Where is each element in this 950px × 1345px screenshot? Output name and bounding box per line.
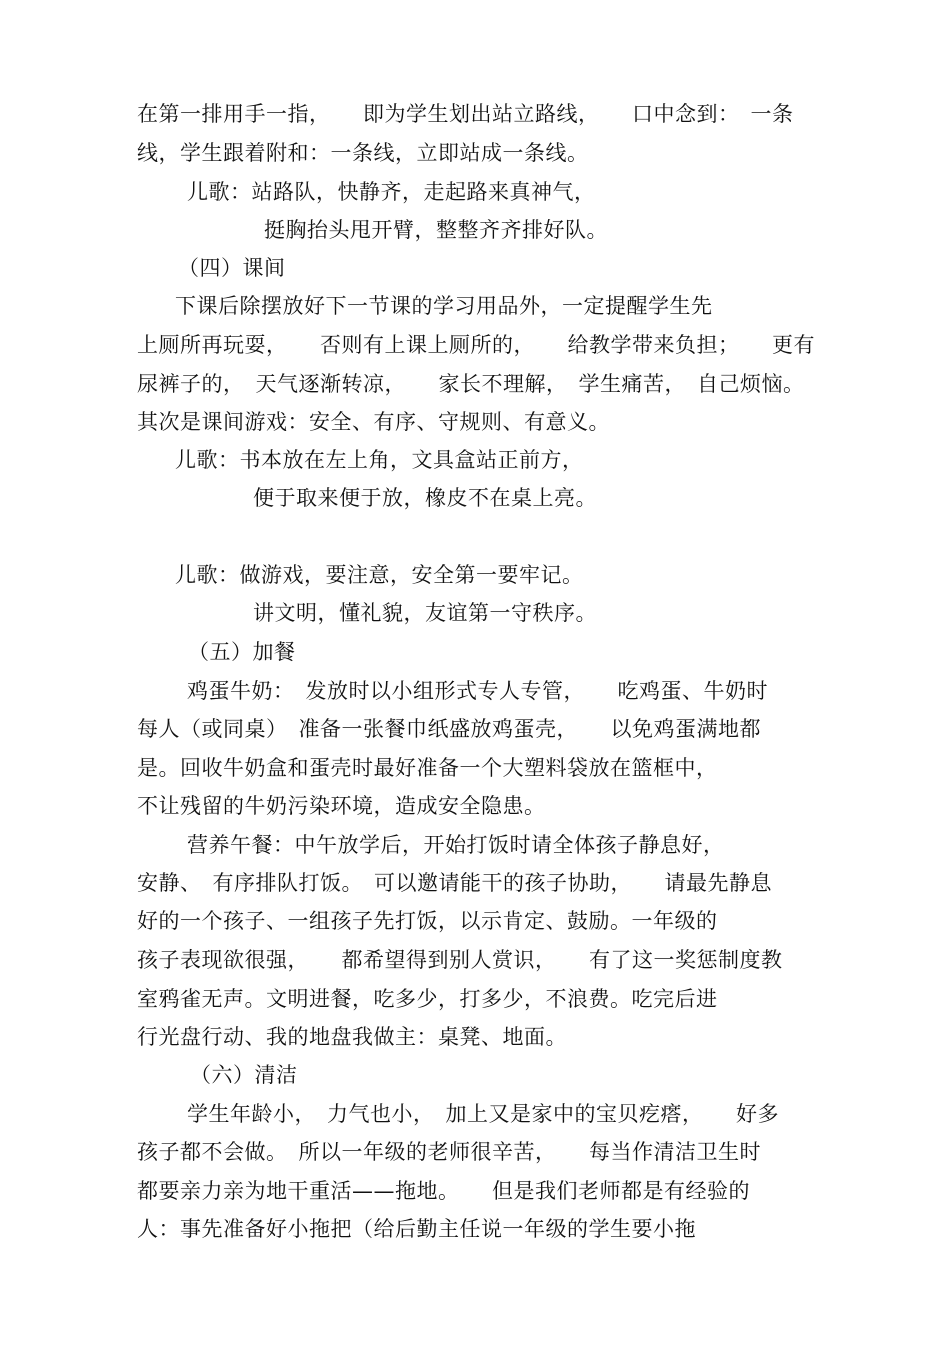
text-line: 是。回收牛奶盒和蛋壳时最好准备一个大塑料袋放在篮框中， xyxy=(137,756,718,780)
text-line: 挺胸抬头甩开臂，整整齐齐排好队。 xyxy=(264,218,608,242)
text-line: 鸡蛋牛奶： 发放时以小组形式专人专管， 吃鸡蛋、牛奶时 xyxy=(187,679,768,703)
text-line: 孩子表现欲很强， 都希望得到别人赏识， 有了这一奖惩制度教 xyxy=(137,948,783,972)
text-line: 室鸦雀无声。文明进餐，吃多少，打多少，不浪费。吃完后进 xyxy=(137,987,718,1011)
text-line: 儿歌：书本放在左上角，文具盒站正前方， xyxy=(175,448,584,472)
section-heading: （四）课间 xyxy=(178,256,286,280)
text-line: 线，学生跟着附和：一条线，立即站成一条线。 xyxy=(137,141,589,165)
text-line: 儿歌：做游戏，要注意，安全第一要牢记。 xyxy=(175,563,584,587)
text-line: 在第一排用手一指， 即为学生划出站立路线， 口中念到： 一条 xyxy=(137,102,794,126)
text-line: 孩子都不会做。 所以一年级的老师很辛苦， 每当作清洁卫生时 xyxy=(137,1140,761,1164)
section-heading: （六）清洁 xyxy=(190,1063,298,1087)
text-line: 上厕所再玩耍， 否则有上课上厕所的， 给教学带来负担； 更有 xyxy=(137,333,815,357)
text-line: 便于取来便于放，橡皮不在桌上亮。 xyxy=(253,486,597,510)
text-line: 好的一个孩子、一组孩子先打饭，以示肯定、鼓励。一年级的 xyxy=(137,909,718,933)
text-line: 儿歌：站路队，快静齐，走起路来真神气， xyxy=(187,180,596,204)
text-line: 每人（或同桌） 准备一张餐巾纸盛放鸡蛋壳， 以免鸡蛋满地都 xyxy=(137,717,761,741)
section-heading: （五）加餐 xyxy=(188,640,296,664)
text-line: 其次是课间游戏：安全、有序、守规则、有意义。 xyxy=(137,410,610,434)
text-line: 人：事先准备好小拖把（给后勤主任说一年级的学生要小拖 xyxy=(137,1217,696,1241)
text-line: 尿裤子的， 天气逐渐转凉， 家长不理解， 学生痛苦， 自己烦恼。 xyxy=(137,372,805,396)
text-line: 安静、 有序排队打饭。 可以邀请能干的孩子协助， 请最先静息 xyxy=(137,871,772,895)
text-line: 行光盘行动、我的地盘我做主：桌凳、地面。 xyxy=(137,1025,567,1049)
text-line: 不让残留的牛奶污染环境，造成安全隐患。 xyxy=(137,794,546,818)
text-line: 下课后除摆放好下一节课的学习用品外，一定提醒学生先 xyxy=(175,294,713,318)
text-line: 学生年龄小， 力气也小， 加上又是家中的宝贝疙瘩， 好多 xyxy=(187,1102,779,1126)
text-line: 都要亲力亲为地干重活——拖地。 但是我们老师都是有经验的 xyxy=(137,1179,750,1203)
text-line: 营养午餐：中午放学后，开始打饭时请全体孩子静息好， xyxy=(187,833,725,857)
text-line: 讲文明，懂礼貌，友谊第一守秩序。 xyxy=(253,601,597,625)
